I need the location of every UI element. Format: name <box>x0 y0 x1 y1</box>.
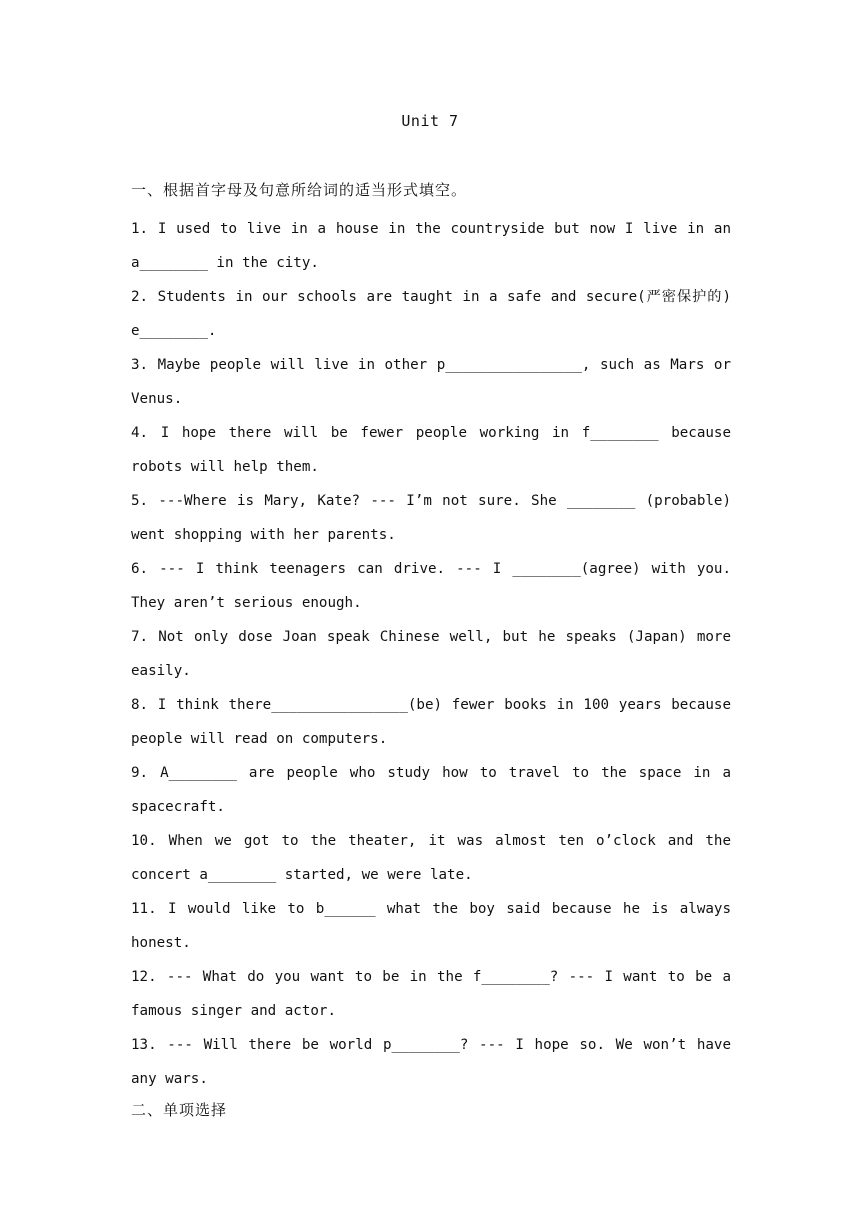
exercise-item-6: 6. --- I think teenagers can drive. --- I ________(agree) with you. They aren’t serious enough. <box>131 561 731 611</box>
exercise-item-3: 3. Maybe people will live in other p________________, such as Mars or Venus. <box>131 357 731 407</box>
exercise-item-2: 2. Students in our schools are taught in a safe and secure(严密保护的) e________. <box>131 289 731 339</box>
exercise-item-12: 12. --- What do you want to be in the f________? --- I want to be a famous singer and actor. <box>131 969 731 1019</box>
exercise-item-7: 7. Not only dose Joan speak Chinese well, but he speaks (Japan) more easily. <box>131 629 731 679</box>
exercise-item-11: 11. I would like to b______ what the boy said because he is always honest. <box>131 901 731 951</box>
exercise-item-13: 13. --- Will there be world p________? --- I hope so. We won’t have any wars. <box>131 1037 731 1087</box>
exercise-item-8: 8. I think there________________(be) fewer books in 100 years because people will read on computers. <box>131 697 731 747</box>
document-body <box>131 178 731 1132</box>
exercise-item-5: 5. ---Where is Mary, Kate? --- I’m not sure. She ________ (probable) went shopping with her parents. <box>131 493 731 543</box>
exercise-item-10: 10. When we got to the theater, it was almost ten o’clock and the concert a________ started, we were late. <box>131 833 731 883</box>
exercise-item-9: 9. A________ are people who study how to travel to the space in a spacecraft. <box>131 765 731 815</box>
section-heading-multiple-choice: 二、单项选择 <box>131 1101 228 1119</box>
page-title: Unit 7 <box>401 112 459 130</box>
exercise-item-4: 4. I hope there will be fewer people working in f________ because robots will help them. <box>131 425 731 475</box>
section-heading-fill-in: 一、根据首字母及句意所给词的适当形式填空。 <box>131 181 468 199</box>
exercise-item-1: 1. I used to live in a house in the countryside but now I live in an a________ in the city. <box>131 221 731 271</box>
